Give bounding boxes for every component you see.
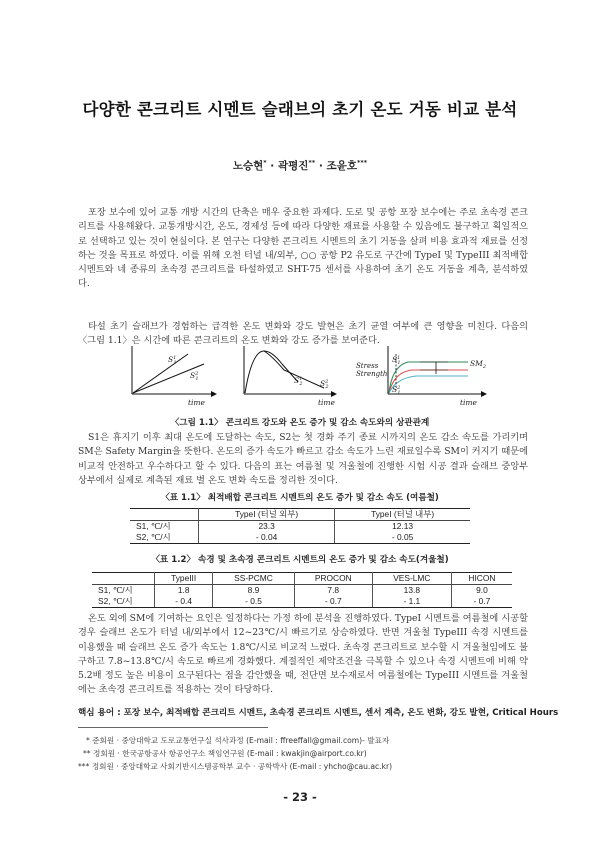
figure-svg [120, 346, 500, 408]
table-1 [130, 508, 470, 544]
table-header-cell: TypeI (터널 내부) [335, 509, 470, 521]
table-row [130, 532, 470, 544]
table-cell: S2, ℃/시 [92, 596, 155, 608]
table-header-cell: TypeI (터널 외부) [199, 509, 335, 521]
page-number: - 23 - [283, 790, 317, 804]
y-axis-label-strength: Strength [356, 370, 388, 378]
table-cell: 9.0 [476, 585, 488, 595]
table-header-row [130, 509, 470, 521]
author-name: 곽평진 [277, 160, 309, 172]
author-name: 조윤호 [326, 160, 357, 172]
table-1-caption: 〈표 1.1〉 최적배합 콘크리트 시멘트의 온도 증가 및 감소 속도 (여름철) [161, 493, 439, 503]
s2-label: $S^2$ 1 [392, 385, 401, 396]
author-mark: * [263, 158, 267, 167]
x-axis-label: time [318, 398, 335, 407]
s1-label: $S^1$ 1 [392, 355, 401, 366]
stress-curve [389, 370, 468, 393]
panel-stress-strength [356, 346, 486, 407]
figure-caption: 〈그림 1.1〉 콘크리트 강도와 온도 증가 및 감소 속도와의 상관관계 [170, 418, 430, 428]
footnote-text: 준회원 · 중앙대학교 도로교통연구실 석사과정 (E-mail : ffreeffall@gmail.com)- 발표자 [92, 736, 390, 745]
table-2 [92, 572, 512, 608]
table-header-cell: SS-PCMC [213, 573, 294, 585]
footnote-text: 정회원 · 한국공항공사 항공연구소 책임연구원 (E-mail : kwakjin@airport.co.kr) [93, 749, 367, 758]
author-name: 노승현 [232, 160, 264, 172]
footnote-mark: * [86, 736, 90, 745]
abstract-paragraph-2 [78, 320, 528, 349]
strength-curve-fast [389, 362, 468, 393]
y-axis-label-stress: Stress [356, 362, 379, 370]
table-cell: - 0.05 [335, 532, 470, 544]
table-header-cell: HICON [451, 573, 512, 585]
table-cell: - 0.7 [451, 596, 512, 608]
table-row [130, 521, 470, 533]
table-cell: 8.9 [213, 585, 294, 597]
keywords-line: 핵심 용어 : 포장 보수, 최적배합 콘크리트 시멘트, 초속경 콘크리트 시멘트, 센서 계측, 온도 변화, 강도 발현, Critical Hours [78, 708, 559, 718]
panel-temperature-decrease [232, 346, 336, 407]
paragraph-text: 포장 보수에 있어 교통 개방 시간의 단축은 매우 중요한 과제다. 도로 및 공항 포장 보수에는 주로 초속경 콘크리트를 사용해왔다. 교통개방시간, 온도, 경제성 등에 따라 다양한 재료를 사용할 수 있음에도 불구하고 획일적으로 선택하고 있는 것이 현실이다. 본 연구는 다양한 콘크리트 시멘트의 초기 거동을 살펴 비용 효과적 재료를 선정하는 것을 목표로 하였다. 이를 위해 오천 터널 내/외부, ○○ 공항 P2 유도로 구간에 TypeI 및 TypeIII 최적배합 시멘트와 네 종류의 초속경 콘크리트를 타설하였고 SHT-75 센서를 사용하여 초기 온도 거동을 계측, 분석하였다. [78, 207, 528, 290]
author-separator: · [266, 160, 278, 172]
author-line [0, 158, 600, 173]
table-header-row [92, 573, 512, 585]
table-header-cell [130, 509, 199, 521]
table-cell: 1.8 [155, 585, 213, 597]
figure-1-1 [120, 346, 500, 408]
table-cell: S1, ℃/시 [92, 585, 155, 597]
s2-label: $S^2$ 2 [320, 379, 329, 390]
paragraph-text: 타설 초기 슬래브가 경험하는 급격한 온도 변화와 강도 발현은 초기 균열 여부에 큰 영향을 미친다. 다음의 〈그림 1.1〉은 시간에 따른 콘크리트의 온도 변화와 강도 증가를 보여준다. [78, 321, 528, 347]
body-paragraph-4 [78, 612, 528, 698]
author-mark: ** [308, 158, 316, 167]
table-cell: - 0.5 [213, 596, 294, 608]
footnote-mark: *** [78, 762, 90, 771]
footnote-text: 정회원 · 중앙대학교 사회기반시스템공학부 교수 · 공학박사 (E-mail : yhcho@cau.ac.kr) [91, 762, 393, 771]
paragraph-text: S1은 휴지기 이후 최대 온도에 도달하는 속도, S2는 첫 경화 주기 종료 시까지의 온도 감소 속도를 가리키며 SM은 Safety Margin을 뜻한다. 온도의 증가 속도가 빠르고 감소 속도가 느린 재료일수록 SM이 커지기 때문에 비교적 안전하고 우수하다고 할 수 있다. 다음의 표는 여름철 및 겨울철에 진행한 시험 시공 결과 슬래브 중앙부 상부에서 실제로 계측된 재료 별 온도 변화 속도를 정리한 것이다. [78, 432, 528, 486]
s2-label: $S^2$ 1 [190, 371, 199, 382]
author-mark: *** [356, 158, 368, 167]
paper-title: 다양한 콘크리트 시멘트 슬래브의 초기 온도 거동 비교 분석 [82, 100, 518, 119]
footnote-3 [78, 761, 392, 772]
table-header-cell: TypeIII [155, 573, 213, 585]
table-header-cell: PROCON [294, 573, 372, 585]
table-cell: 7.8 [294, 585, 372, 597]
table-cell: - 0.7 [294, 596, 372, 608]
footnote-1 [86, 735, 389, 746]
strength-curve-slow [389, 376, 468, 393]
footnote-mark: ** [83, 749, 91, 758]
table-cell: - 0.04 [199, 532, 335, 544]
panel-temperature-increase [120, 346, 216, 407]
table-row [92, 596, 512, 608]
sm2-label: $SM_2$ [470, 359, 487, 370]
table-cell: 13.8 [372, 585, 451, 597]
abstract-paragraph-1 [78, 206, 528, 292]
table-cell: S1, ℃/시 [130, 521, 199, 533]
table-cell: - 1.1 [372, 596, 451, 608]
x-axis-label: time [460, 398, 477, 407]
table-cell: - 0.4 [155, 596, 213, 608]
x-axis-label: time [188, 398, 205, 407]
table-cell: 23.3 [199, 521, 335, 533]
table-header-cell [92, 573, 155, 585]
table-header-cell: VES-LMC [372, 573, 451, 585]
table-2-caption: 〈표 1.2〉 속경 및 초속경 콘크리트 시멘트의 온도 증가 및 감소 속도(겨울철) [151, 555, 449, 565]
paragraph-text: 온도 외에 SM에 기여하는 요인은 일정하다는 가정 하에 분석을 진행하였다. TypeI 시멘트를 여름철에 시공할 경우 슬래브 온도가 터널 내/외부에서 12~23℃/시 빠르기로 상승하였다. 반면 겨울철 TypeIII 속경 시멘트를 이용했을 때 슬래브 온도 증가 속도는 1.8℃/시로 비교적 느렸다. 초속경 콘크리트로 보수할 시 겨울철임에도 불구하고 7.8~13.8℃/시 속도로 빠르게 경화했다. 계절적인 제약조건을 극복할 수 있으나 속경 시멘트에 비해 약 5.2배 정도 높은 비용이 요구된다는 점을 감안했을 때, 전단면 보수재로서 여름철에는 TypeIII 시멘트를 겨울철에는 초속경 콘크리트를 적용하는 것이 타당하다. [78, 613, 528, 696]
footnote-2 [83, 748, 367, 759]
table-row [92, 585, 512, 597]
table-cell: S2, ℃/시 [130, 532, 199, 544]
body-paragraph-3 [78, 431, 528, 488]
footnote-divider [78, 727, 268, 728]
s1-label: $S^1$ 2 [294, 376, 303, 387]
table-cell: 12.13 [392, 521, 414, 531]
s1-label: $S^1$ 1 [168, 355, 177, 366]
author-separator: · [315, 160, 327, 172]
